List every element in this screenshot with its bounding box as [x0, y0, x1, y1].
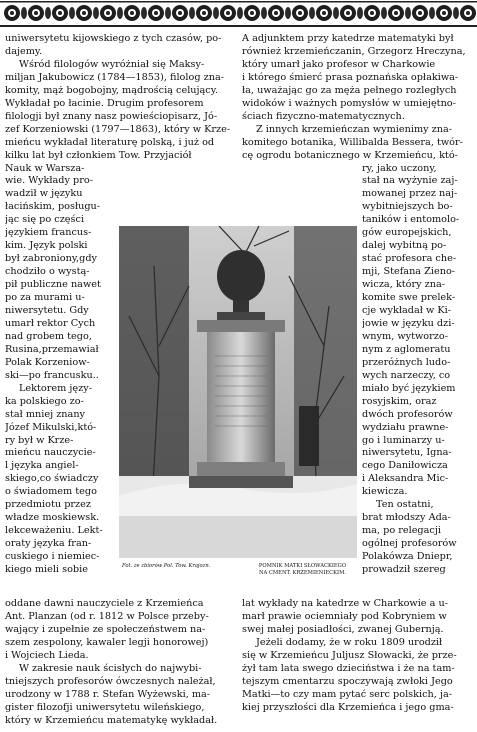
text-line: Józef Mikulski,któ-	[5, 421, 97, 433]
text-line: mieńcu wykładał literaturę polską, i już od	[5, 136, 215, 148]
text-line: kiego mieli sobie	[5, 564, 88, 576]
text-line: Rusina,przemawiał	[5, 343, 99, 355]
text-line: kilku lat był członkiem Tow. Przyjaciół	[5, 149, 192, 161]
text-line: ry był w Krze-	[5, 434, 74, 446]
text-line: kiej przyszłości dla Krzemieńca i jego gma-	[242, 701, 454, 713]
text-line: urodzony w 1788 r. Stefan Wyżewski, ma-	[5, 688, 211, 700]
text-line: Ten ostatni,	[376, 499, 434, 511]
text-line: po za murami u-	[5, 292, 85, 304]
text-line: o świadomem tego	[5, 486, 97, 498]
text-line: wydziału prawne-	[362, 421, 449, 433]
text-line: Polak Korzeniow-	[5, 356, 90, 368]
text-line: również krzemieńczanin, Grzegorz Hreczyna,	[242, 45, 466, 57]
text-line: tejszym cmentarzu spoczywają zwłoki Jego	[242, 675, 453, 687]
text-line: mowanej przez naj-	[362, 188, 458, 200]
text-line: taników i entomolo-	[362, 214, 460, 226]
text-line: oraty języka fran-	[5, 538, 92, 550]
text-line: wnym, wytworzo-	[362, 330, 448, 342]
text-line: cje wykładał w Ki-	[362, 304, 451, 316]
text-line: tniejszych profesorów ówczesnych należał,	[5, 675, 216, 687]
text-line: kim. Język polski	[5, 240, 88, 252]
text-line: językiem francus-	[5, 227, 92, 239]
text-line: ła, uważając go za męża pełnego rozległych	[242, 84, 457, 96]
text-line: ściach fizyczno-matematycznych.	[242, 110, 405, 122]
text-line: kiewicza.	[362, 486, 408, 498]
text-line: ry, jako uczony,	[362, 162, 437, 174]
text-line: gów europejskich,	[362, 227, 452, 239]
text-line: Nauk w Warsza-	[5, 162, 85, 174]
text-line: jowie w języku dzi-	[362, 317, 455, 329]
text-line: komitego botanika, Willibalda Bessera, twór-	[242, 136, 463, 148]
text-line: miljan Jakubowicz (1784—1853), filolog zna-	[5, 71, 224, 83]
text-line: przedmiotu przez	[5, 499, 91, 511]
text-line: komite swe prelek-	[362, 292, 456, 304]
text-line: niwersytetu, Igna-	[362, 447, 452, 459]
text-line: który w Krzemieńcu matematykę wykładał.	[5, 714, 218, 726]
column-right-bottom	[242, 598, 474, 715]
text-line: wybitniejszych bo-	[362, 201, 453, 213]
text-line: go i luminarzy u-	[362, 434, 445, 446]
text-line: cuskiego i niemiec-	[5, 551, 100, 563]
text-line: rosyjskim, oraz	[362, 395, 437, 407]
photo-monument	[119, 226, 357, 558]
text-line: oddane dawni nauczyciele z Krzemieńca	[5, 598, 204, 609]
text-line: filologji był znany nasz powieściopisarz, Jó-	[5, 110, 218, 122]
text-line: władze moskiewsk.	[5, 512, 100, 524]
text-line: komity, mąż bogobojny, mądrością celujący.	[5, 84, 218, 96]
text-line: lat wykłady na katedrze w Charkowie a u-	[242, 598, 448, 609]
text-line: miało być językiem	[362, 382, 456, 394]
text-line: i Aleksandra Mic-	[362, 473, 449, 485]
text-line: wie. Wykłady pro-	[5, 175, 93, 187]
text-line: cego Daniłowicza	[362, 460, 448, 472]
text-line: dwóch profesorów	[362, 408, 453, 420]
text-line: wych narzeczy, co	[362, 369, 451, 381]
photo-caption: POMNIK MATKI SŁOWACKIEGO NA CMENT. KRZEMIENIECKIM.	[258, 563, 347, 576]
text-line: A adjunktem przy katedrze matematyki był	[242, 33, 454, 44]
column-right-top	[242, 33, 474, 163]
text-line: Wśród filologów wyróżniał się Maksy-	[19, 58, 205, 70]
text-line: mieńcu nauczycie-	[5, 447, 96, 459]
text-line: Jeżeli dodamy, że w roku 1809 urodził	[256, 636, 443, 648]
text-line: który umarł jako profesor w Charkowie	[242, 58, 436, 70]
text-line: wicza, który zna-	[362, 279, 446, 291]
text-line: i Wojciech Lieda.	[5, 649, 89, 661]
column-right-wrap	[362, 163, 474, 578]
decorative-floral-border	[0, 0, 477, 30]
text-line: się w Krzemieńcu Juljusz Słowacki, że prze-	[242, 649, 457, 661]
column-left-wrap	[5, 163, 115, 578]
text-line: przeróżnych ludo-	[362, 356, 451, 368]
text-line: stał na wyżynie zaj-	[362, 175, 458, 187]
text-line: nym z aglomeratu	[362, 343, 451, 355]
photo-credit: Fot. ze zbiorów Pol. Tow. Krajozn.	[122, 563, 211, 569]
column-left-top	[5, 33, 235, 163]
text-line: szem zespolony, kawaler legji honorowej)	[5, 636, 209, 648]
text-line: nad grobem tego,	[5, 330, 92, 342]
text-line: niwersytetu. Gdy	[5, 304, 89, 316]
text-line: i którego śmierć prasa poznańska opłakiwa-	[242, 71, 459, 83]
text-line: swej małej posiadłości, zwanej Gubernją.	[242, 623, 444, 635]
text-line: wający i zupełnie ze społeczeństwem na-	[5, 623, 206, 635]
text-line: żył tam lata swego dzieciństwa i że na tam-	[242, 662, 455, 674]
text-line: chodziło o wystą-	[5, 266, 90, 278]
text-line: ma, po relegacji	[362, 525, 441, 537]
text-line: W zakresie nauk ścisłych do najwybi-	[19, 662, 202, 674]
text-line: prowadził szereg	[362, 564, 446, 576]
text-line: pił publiczne nawet	[5, 279, 101, 291]
text-line: ski—po francusku..	[5, 369, 99, 381]
column-left-bottom	[5, 598, 235, 728]
text-line: jąc się po części	[5, 214, 85, 226]
text-line: stał mniej znany	[5, 408, 86, 420]
text-line: widoków i ważnych pomysłów w umiejętno-	[242, 97, 456, 109]
text-line: Lektorem języ-	[19, 382, 92, 394]
text-line: Wykładał po łacinie. Drugim profesorem	[5, 97, 204, 109]
text-line: Matki—to czy mam pytać serc polskich, ja-	[242, 688, 452, 700]
text-line: uniwersytetu kijowskiego z tych czasów, po-	[5, 33, 222, 44]
text-line: umarł rektor Cych	[5, 317, 96, 329]
text-line: Ant. Planzan (od r. 1812 w Polsce przeby-	[5, 610, 209, 622]
text-line: brat młodszy Ada-	[362, 512, 451, 524]
text-line: zef Korzeniowski (1797—1863), który w Krze-	[5, 123, 231, 135]
text-line: ogólnej profesorów	[362, 538, 457, 550]
text-line: łacińskim, posługu-	[5, 201, 101, 213]
text-line: dalej wybitną po-	[362, 240, 447, 252]
text-line: był zabroniony,gdy	[5, 253, 97, 265]
text-line: skiego,co świadczy	[5, 473, 99, 485]
text-line: ka polskiego zo-	[5, 395, 84, 407]
text-line: marł prawie ociemniały pod Kobryniem w	[242, 610, 447, 622]
text-line: Z innych krzemieńczan wymienimy zna-	[256, 123, 453, 135]
text-line: Polakówza Dniepr,	[362, 551, 453, 563]
text-line: gister filozofji uniwersytetu wileńskiego,	[5, 701, 205, 713]
text-line: mji, Stefana Zieno-	[362, 266, 456, 278]
text-line: stać profesora che-	[362, 253, 457, 265]
text-line: dajemy.	[5, 45, 43, 57]
text-line: wadził w języku	[5, 188, 83, 200]
text-line: l języka angiel-	[5, 460, 79, 472]
text-line: lekceważeniu. Lekt-	[5, 525, 103, 537]
text-line: cę ogrodu botanicznego w Krzemieńcu, któ-	[242, 149, 458, 161]
